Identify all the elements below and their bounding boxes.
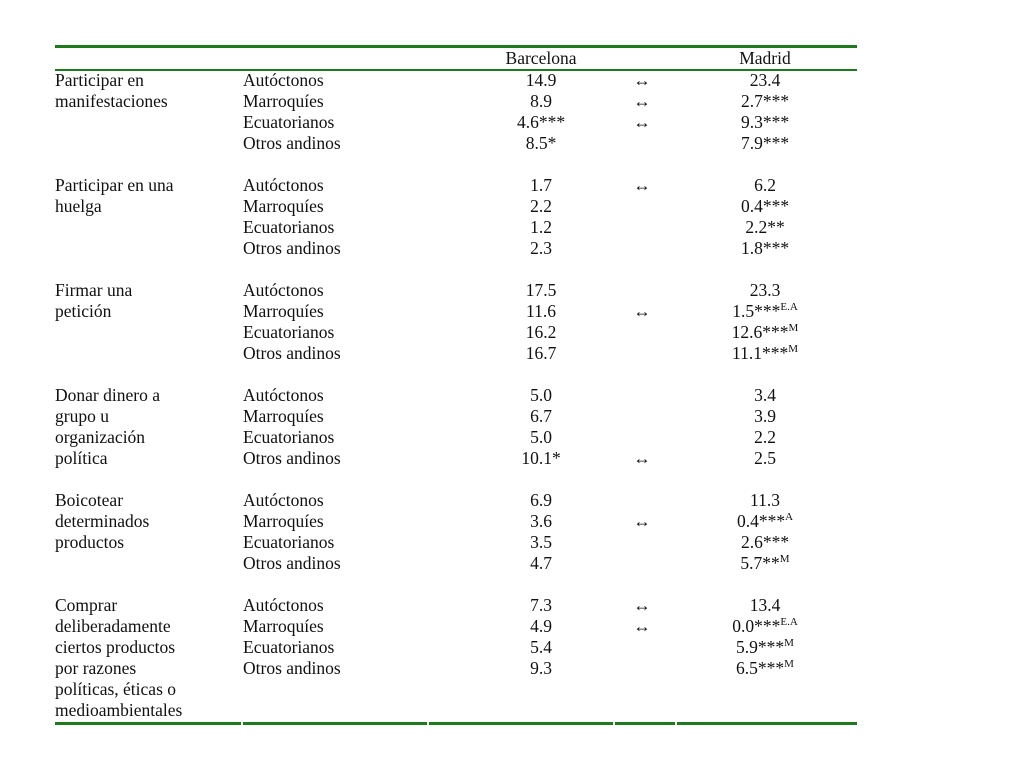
group-cell: Marroquíes <box>243 616 324 636</box>
comparison-arrow-icon <box>611 385 673 406</box>
header-madrid: Madrid <box>739 48 791 68</box>
madrid-value <box>673 385 857 406</box>
group-cell: Ecuatorianos <box>243 112 335 132</box>
activity-label-line: medioambientales <box>55 700 183 720</box>
comparison-arrow-icon <box>611 406 673 427</box>
table-row <box>55 427 857 448</box>
table-row <box>55 532 857 553</box>
madrid-value-text: 11.3 <box>750 490 780 510</box>
table-row <box>55 490 857 511</box>
table-row <box>55 112 857 133</box>
barcelona-value: 8.5* <box>525 133 557 153</box>
madrid-value-text: 6.5*** <box>736 658 785 678</box>
activity-label-line: política <box>55 448 108 468</box>
barcelona-value: 5.0 <box>530 385 552 405</box>
group-cell: Marroquíes <box>243 196 324 216</box>
madrid-value <box>673 175 857 196</box>
activity-label-line: determinados <box>55 511 150 531</box>
madrid-value-text: 5.9*** <box>736 637 785 657</box>
activity-label-line <box>55 112 243 133</box>
madrid-value <box>673 595 857 616</box>
barcelona-value: 9.3 <box>530 658 552 678</box>
comparison-arrow-icon <box>611 532 673 553</box>
group-cell: Ecuatorianos <box>243 532 335 552</box>
barcelona-value <box>471 700 611 721</box>
group-cell: Otros andinos <box>243 133 341 153</box>
table-row <box>55 238 857 259</box>
section-spacer <box>55 364 857 385</box>
group-cell: Otros andinos <box>243 343 341 363</box>
barcelona-value: 7.3 <box>530 595 552 615</box>
barcelona-value: 8.9 <box>530 91 552 111</box>
bottom-rule-madrid <box>677 722 857 725</box>
significance-superscript: M <box>784 637 794 649</box>
madrid-value <box>673 532 857 553</box>
madrid-value-text: 5.7** <box>740 553 780 573</box>
comparison-arrow-icon: ↔ <box>633 70 651 90</box>
comparison-arrow-icon <box>611 280 673 301</box>
barcelona-value: 4.9 <box>530 616 552 636</box>
madrid-value-text: 1.8*** <box>740 238 790 258</box>
madrid-value-text: 7.9*** <box>740 133 790 153</box>
table-row <box>55 70 857 91</box>
header-group <box>243 48 471 70</box>
madrid-value <box>673 280 857 301</box>
madrid-value <box>673 238 857 259</box>
activity-label-line <box>55 133 243 154</box>
madrid-value <box>673 700 857 721</box>
comparison-arrow-icon <box>611 700 673 721</box>
activity-label-line: por razones <box>55 658 137 678</box>
activity-label-line: Comprar <box>55 595 118 615</box>
comparison-arrow-icon <box>611 238 673 259</box>
group-cell: Ecuatorianos <box>243 427 335 447</box>
barcelona-value: 6.9 <box>530 490 552 510</box>
comparison-arrow-icon <box>611 343 673 364</box>
activity-label-line: ciertos productos <box>55 637 176 657</box>
group-cell: Otros andinos <box>243 553 341 573</box>
madrid-value <box>673 70 857 91</box>
table-row <box>55 658 857 679</box>
table-row <box>55 343 857 364</box>
table-row <box>55 448 857 469</box>
madrid-value-text: 3.4 <box>754 385 776 405</box>
comparison-arrow-icon <box>611 637 673 658</box>
comparison-arrow-icon <box>611 553 673 574</box>
header-arrow <box>611 48 673 70</box>
table-row <box>55 280 857 301</box>
madrid-value <box>673 616 857 637</box>
group-cell <box>243 700 471 721</box>
significance-superscript: M <box>788 343 798 355</box>
activity-label-line: productos <box>55 532 125 552</box>
madrid-value <box>673 553 857 574</box>
group-cell: Otros andinos <box>243 238 341 258</box>
comparison-arrow-icon <box>611 490 673 511</box>
barcelona-value: 16.2 <box>525 322 557 342</box>
group-cell: Autóctonos <box>243 175 324 195</box>
barcelona-value: 2.3 <box>530 238 552 258</box>
activity-label-line: Participar en <box>55 70 144 90</box>
comparison-arrow-icon <box>611 427 673 448</box>
table-row <box>55 511 857 532</box>
madrid-value <box>673 511 857 532</box>
madrid-value-text: 2.7*** <box>740 91 790 111</box>
madrid-value <box>673 112 857 133</box>
madrid-value-text: 0.4*** <box>736 511 786 531</box>
header-activity <box>55 48 243 70</box>
bottom-rule-arrow <box>615 722 675 725</box>
group-cell: Autóctonos <box>243 280 324 300</box>
activity-label-line: Firmar una <box>55 280 133 300</box>
group-cell: Ecuatorianos <box>243 637 335 657</box>
activity-label-line <box>55 217 243 238</box>
madrid-value <box>673 217 857 238</box>
madrid-value-text: 2.2 <box>754 427 776 447</box>
madrid-value <box>673 658 857 679</box>
significance-superscript: M <box>788 322 799 334</box>
significance-superscript: M <box>779 553 790 565</box>
significance-superscript: M <box>784 658 794 670</box>
activity-label-line: Donar dinero a <box>55 385 160 405</box>
barcelona-value: 17.5 <box>525 280 557 300</box>
madrid-value <box>673 406 857 427</box>
barcelona-value: 4.7 <box>530 553 552 573</box>
table-row <box>55 322 857 343</box>
barcelona-value: 6.7 <box>530 406 552 426</box>
madrid-value <box>673 343 857 364</box>
barcelona-value: 1.7 <box>530 175 552 195</box>
barcelona-value: 4.6*** <box>516 112 566 132</box>
activity-label-line: petición <box>55 301 112 321</box>
table-row <box>55 406 857 427</box>
madrid-value <box>673 490 857 511</box>
group-cell: Otros andinos <box>243 448 341 468</box>
section-spacer <box>55 469 857 490</box>
barcelona-value: 5.4 <box>530 637 552 657</box>
significance-superscript: A <box>785 511 794 523</box>
table-row <box>55 217 857 238</box>
madrid-value <box>673 133 857 154</box>
madrid-value <box>673 91 857 112</box>
activity-label-line <box>55 322 243 343</box>
barcelona-value: 10.1* <box>521 448 561 468</box>
group-cell: Otros andinos <box>243 658 341 678</box>
section-spacer <box>55 574 857 595</box>
barcelona-value: 1.2 <box>530 217 552 237</box>
madrid-value-text: 23.3 <box>749 280 781 300</box>
table-row <box>55 91 857 112</box>
table-row <box>55 196 857 217</box>
group-cell <box>243 679 471 700</box>
barcelona-value: 14.9 <box>525 70 557 90</box>
group-cell: Autóctonos <box>243 595 324 615</box>
barcelona-value: 2.2 <box>530 196 552 216</box>
header-barcelona: Barcelona <box>505 48 577 68</box>
madrid-value <box>673 196 857 217</box>
madrid-value-text: 0.0*** <box>732 616 781 636</box>
comparison-arrow-icon <box>611 679 673 700</box>
madrid-value <box>673 322 857 343</box>
group-cell: Ecuatorianos <box>243 217 335 237</box>
barcelona-value <box>471 679 611 700</box>
madrid-value <box>673 301 857 322</box>
activity-label-line: huelga <box>55 196 102 216</box>
group-cell: Marroquíes <box>243 91 324 111</box>
madrid-value <box>673 427 857 448</box>
table-row <box>55 616 857 637</box>
madrid-value-text: 1.5*** <box>732 301 781 321</box>
barcelona-value: 16.7 <box>525 343 557 363</box>
section-spacer <box>55 259 857 280</box>
comparison-arrow-icon <box>611 133 673 154</box>
table-row <box>55 175 857 196</box>
group-cell: Marroquíes <box>243 301 324 321</box>
section-spacer <box>55 154 857 175</box>
activity-label-line: organización <box>55 427 146 447</box>
bottom-rule-activity <box>55 722 241 725</box>
activity-label-line: deliberadamente <box>55 616 171 636</box>
comparison-arrow-icon: ↔ <box>633 175 651 195</box>
bottom-rule-barcelona <box>429 722 613 725</box>
table-row <box>55 700 857 721</box>
comparison-arrow-icon: ↔ <box>633 595 651 615</box>
barcelona-value: 5.0 <box>530 427 552 447</box>
activity-label-line: grupo u <box>55 406 109 426</box>
comparison-arrow-icon: ↔ <box>633 511 651 531</box>
activity-label-line: Boicotear <box>55 490 124 510</box>
table-row <box>55 301 857 322</box>
activity-label-line <box>55 553 243 574</box>
madrid-value-text: 2.2** <box>745 217 785 237</box>
group-cell: Autóctonos <box>243 70 324 90</box>
group-cell: Marroquíes <box>243 511 324 531</box>
group-cell: Marroquíes <box>243 406 324 426</box>
madrid-value-text: 0.4*** <box>740 196 790 216</box>
madrid-value-text: 2.5 <box>754 448 776 468</box>
activity-label-line: Participar en una <box>55 175 174 195</box>
group-cell: Autóctonos <box>243 490 324 510</box>
activity-label-line: manifestaciones <box>55 91 168 111</box>
barcelona-value: 3.5 <box>530 532 552 552</box>
madrid-value <box>673 679 857 700</box>
activity-label-line: políticas, éticas o <box>55 679 177 699</box>
madrid-value-text: 3.9 <box>754 406 776 426</box>
madrid-value-text: 11.1*** <box>731 343 789 363</box>
comparison-arrow-icon <box>611 217 673 238</box>
table-row <box>55 595 857 616</box>
comparison-arrow-icon <box>611 658 673 679</box>
madrid-value-text: 23.4 <box>749 70 781 90</box>
barcelona-value: 3.6 <box>530 511 552 531</box>
significance-superscript: E.A <box>780 616 798 628</box>
barcelona-value: 11.6 <box>526 301 556 321</box>
table-row <box>55 133 857 154</box>
activity-label-line <box>55 238 243 259</box>
comparison-arrow-icon <box>611 196 673 217</box>
data-table <box>55 48 857 721</box>
significance-superscript: E.A <box>780 301 798 313</box>
group-cell: Ecuatorianos <box>243 322 335 342</box>
header-row <box>55 48 857 70</box>
table-row <box>55 637 857 658</box>
comparison-arrow-icon: ↔ <box>633 616 651 636</box>
bottom-rule-group <box>243 722 427 725</box>
activity-label-line <box>55 343 243 364</box>
madrid-value <box>673 637 857 658</box>
madrid-value-text: 9.3*** <box>740 112 790 132</box>
comparison-arrow-icon: ↔ <box>633 91 651 111</box>
table-row <box>55 553 857 574</box>
table-row <box>55 679 857 700</box>
madrid-value <box>673 448 857 469</box>
comparison-arrow-icon: ↔ <box>633 448 651 468</box>
comparison-arrow-icon: ↔ <box>633 112 651 132</box>
madrid-value-text: 12.6*** <box>731 322 789 342</box>
comparison-arrow-icon: ↔ <box>633 301 651 321</box>
table-body <box>55 70 857 721</box>
madrid-value-text: 2.6*** <box>740 532 790 552</box>
group-cell: Autóctonos <box>243 385 324 405</box>
madrid-value-text: 6.2 <box>754 175 776 195</box>
comparison-arrow-icon <box>611 322 673 343</box>
table-row <box>55 385 857 406</box>
madrid-value-text: 13.4 <box>749 595 781 615</box>
